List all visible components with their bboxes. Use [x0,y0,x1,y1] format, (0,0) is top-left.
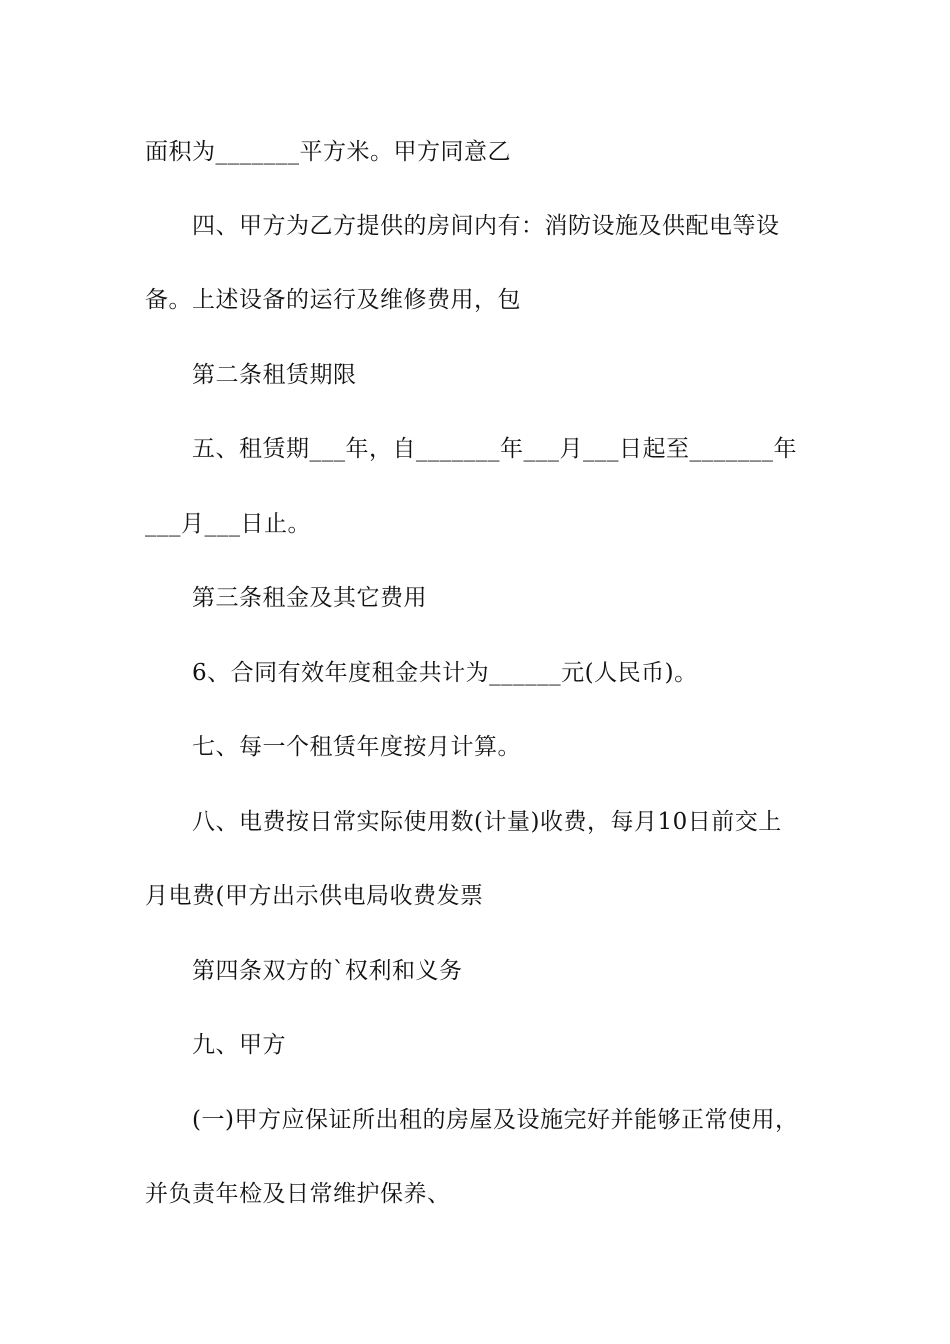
text-line: 月电费(甲方出示供电局收费发票 [145,883,484,909]
section-heading: 第二条租赁期限 [192,362,357,388]
text-line: 6、合同有效年度租金共计为______元(人民币)。 [192,660,698,686]
text-line: 五、租赁期___年，自_______年___月___日起至_______年 [192,436,797,462]
text-line: ___月___日止。 [145,511,311,537]
text-line: 九、甲方 [192,1032,286,1058]
text-line: 备。上述设备的运行及维修费用，包 [145,287,521,313]
text-line: 并负责年检及日常维护保养、 [145,1181,451,1207]
section-heading: 第四条双方的`权利和义务 [192,958,463,984]
text-line: 七、每一个租赁年度按月计算。 [192,734,521,760]
section-heading: 第三条租金及其它费用 [192,585,427,611]
text-line: 面积为_______平方米。甲方同意乙 [145,139,511,165]
text-line: 八、电费按日常实际使用数(计量)收费，每月10日前交上 [192,809,782,835]
text-line: 四、甲方为乙方提供的房间内有：消防设施及供配电等设 [192,213,780,239]
text-line: (一)甲方应保证所出租的房屋及设施完好并能够正常使用， [192,1107,799,1133]
